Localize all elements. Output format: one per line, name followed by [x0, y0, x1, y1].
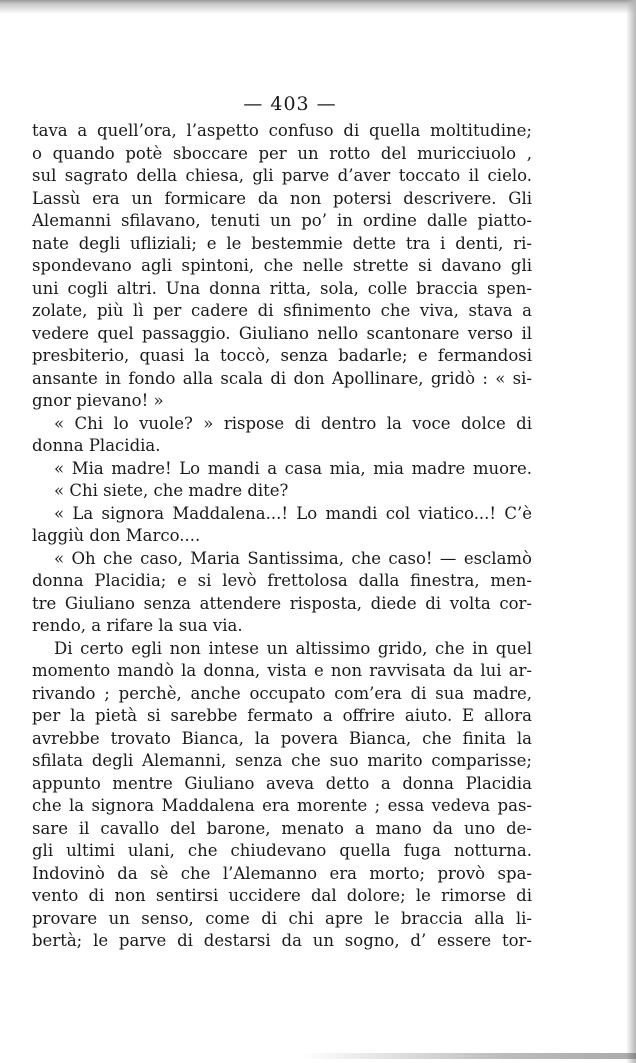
text-line: gli ultimi ulani, che chiudevano quella fuga notturna.	[32, 841, 532, 860]
text-line: vento di non sentirsi uccidere dal dolore; le rimorse di	[32, 886, 532, 905]
text-line: Indovinò da sè che l’Alemanno era morto; provò spa-	[32, 863, 532, 883]
text-line: nate degli ufliziali; e le bestemmie dette tra i denti, ri-	[32, 233, 532, 253]
text-line: Alemanni sfilavano, tenuti un po’ in ordine dalle piatto-	[32, 211, 532, 230]
text-line: avrebbe trovato Bianca, la povera Bianca, che finita la	[32, 728, 532, 748]
text-line: « Oh che caso, Maria Santissima, che caso! — esclamò	[54, 548, 532, 568]
text-line: per la pietà si sarebbe fermato a offrire aiuto. E allora	[32, 706, 532, 725]
text-line: « Chi lo vuole? » rispose di dentro la voce dolce di	[54, 413, 532, 433]
text-line: sul sagrato della chiesa, gli parve d’aver toccato il cielo.	[32, 166, 532, 185]
text-line: spondevano agli spintoni, che nelle strette si davano gli	[32, 256, 532, 275]
scan-edge-top	[0, 0, 636, 14]
page-number: — 403 —	[243, 93, 337, 115]
text-line: bertà; le parve di destarsi da un sogno, d’ essere tor-	[32, 931, 532, 950]
text-line: rivando ; perchè, anche occupato com’era di sua madre,	[32, 683, 532, 703]
body-text	[32, 120, 532, 953]
text-line: Lassù era un formicare da non potersi descrivere. Gli	[32, 188, 532, 208]
text-line: o quando potè sboccare per un rotto del muricciuolo ,	[32, 143, 532, 163]
text-line: ansante in fondo alla scala di don Apollinare, gridò : « si-	[32, 368, 532, 388]
text-line: donna Placidia; e si levò frettolosa dalla finestra, men-	[32, 571, 532, 590]
scan-edge-right	[626, 0, 636, 1063]
text-line: presbiterio, quasi la toccò, senza badarle; e fermandosi	[32, 346, 532, 365]
text-line: uni cogli altri. Una donna ritta, sola, colle braccia spen-	[32, 278, 532, 298]
text-line: sare il cavallo del barone, menato a mano da uno de-	[32, 818, 532, 838]
text-line: tre Giuliano senza attendere risposta, diede di volta cor-	[32, 593, 532, 613]
text-line: gnor pievano! »	[32, 391, 164, 410]
text-line: vedere quel passaggio. Giuliano nello scantonare verso il	[32, 323, 532, 343]
text-line: laggiù don Marco....	[32, 526, 201, 545]
scan-edge-bottom	[300, 1053, 636, 1059]
text-line: momento mandò la donna, vista e non ravvisata da lui ar-	[32, 661, 532, 680]
text-line: rendo, a rifare la sua via.	[32, 616, 243, 635]
text-line: « Chi siete, che madre dite?	[54, 481, 289, 500]
text-line: che la signora Maddalena era morente ; essa vedeva pas-	[32, 796, 532, 815]
text-line: provare un senso, come di chi apre le braccia alla li-	[32, 908, 532, 928]
text-line: zolate, più lì per cadere di sfinimento che viva, stava a	[32, 301, 532, 320]
text-line: tava a quell’ora, l’aspetto confuso di quella moltitudine;	[32, 121, 532, 140]
text-line: appunto mentre Giuliano aveva detto a donna Placidia	[32, 773, 532, 793]
text-line: Di certo egli non intese un altissimo grido, che in quel	[54, 638, 532, 658]
text-line: donna Placidia.	[32, 436, 161, 455]
text-line: « Mia madre! Lo mandi a casa mia, mia madre muore.	[54, 458, 532, 478]
text-line: « La signora Maddalena...! Lo mandi col viatico...! C’è	[54, 503, 532, 523]
text-line: sfilata degli Alemanni, senza che suo marito comparisse;	[32, 751, 532, 770]
